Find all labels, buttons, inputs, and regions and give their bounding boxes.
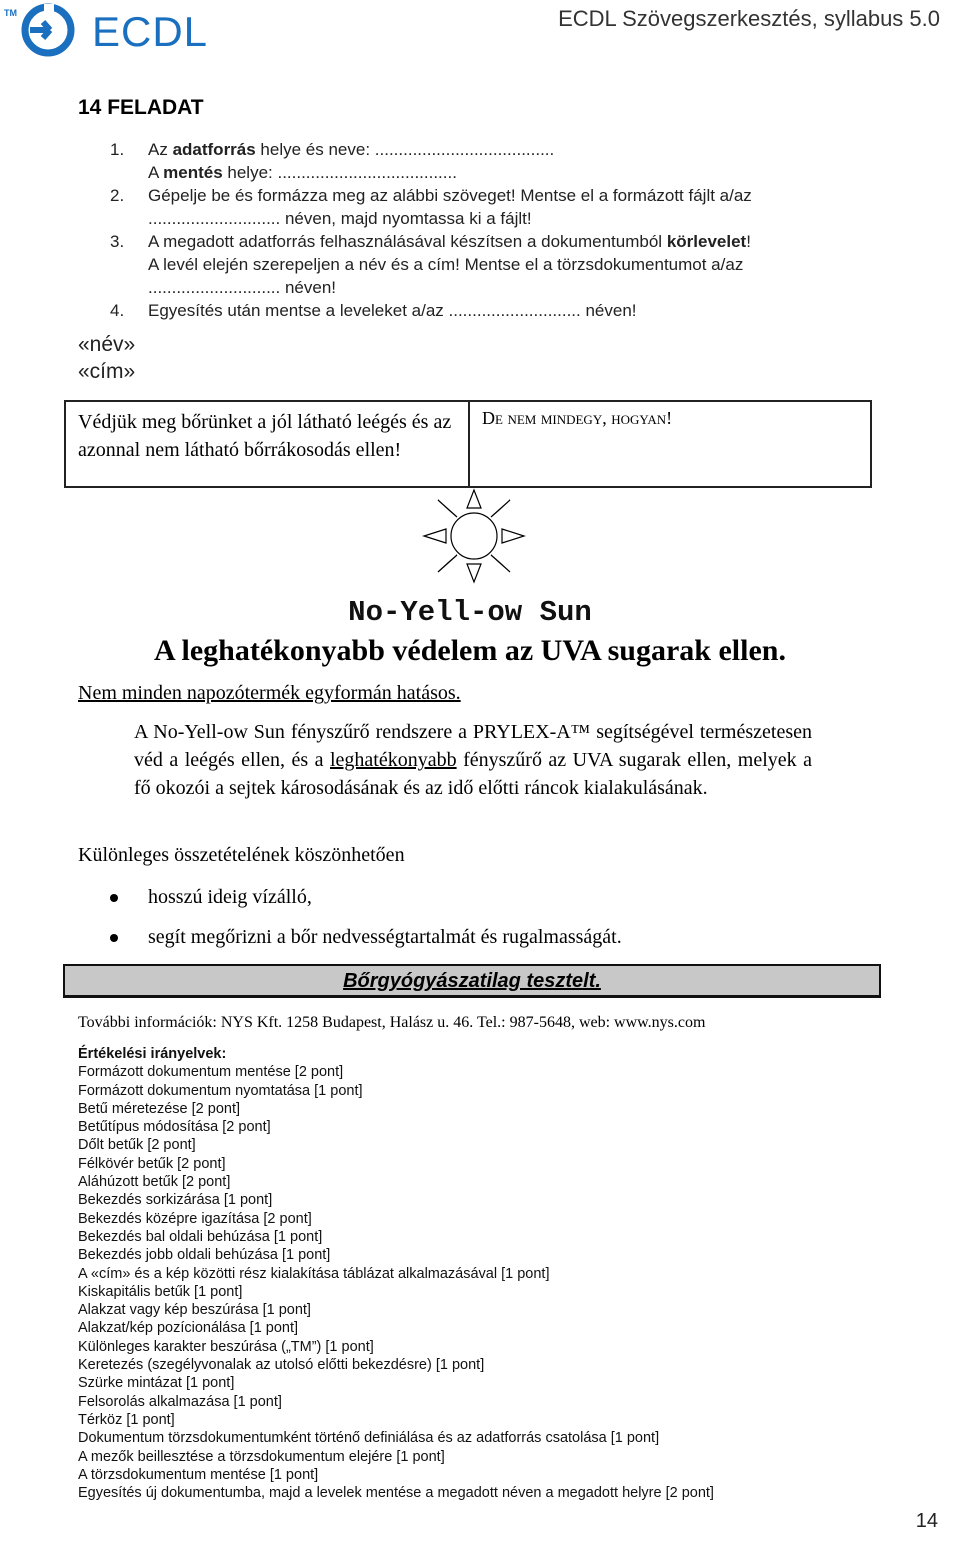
evaluation-heading: Értékelési irányelvek:	[78, 1046, 227, 1062]
task-item: 2. Gépelje be és formázza meg az alábbi szöveget! Mentse el a formázott fájlt a/az	[110, 186, 752, 205]
list-item: A törzsdokumentum mentése [1 pont]	[78, 1466, 319, 1483]
list-item: Betű méretezése [2 pont]	[78, 1100, 241, 1117]
tested-text: Bőrgyógyászatilag tesztelt.	[343, 970, 601, 992]
slogan-right-cell: De nem mindegy, hogyan!	[469, 401, 871, 487]
page-number: 14	[915, 1510, 938, 1532]
task-item: 1. Az adatforrás helye és neve: ......................................	[110, 140, 555, 159]
list-item: Bekezdés bal oldali behúzása [1 pont]	[78, 1228, 323, 1245]
task-title: 14 FELADAT	[78, 96, 204, 119]
list-item: Aláhúzott betűk [2 pont]	[78, 1174, 231, 1191]
list-item: Különleges karakter beszúrása („TM”) [1 pont]	[78, 1338, 374, 1355]
sun-icon	[418, 486, 530, 586]
list-item: Egyesítés új dokumentumba, majd a levelek mentése a megadott néven a megadott helyre [2 pont]	[78, 1485, 714, 1502]
description-paragraph: A No-Yell-ow Sun fényszűrő rendszere a PRYLEX-A™ segítségével természetesen véd a leégés ellen, és a leghatékonyabb fényszűrő az UVA sugarak ellen, melyek a fő okozói a sejtek károsodásának és az idő előtti ráncok kialakulásának.	[134, 721, 812, 799]
claim-text: Nem minden napozótermék egyformán hatásos.	[78, 682, 461, 704]
slogan-left-cell: Védjük meg bőrünket a jól látható leégés és az azonnal nem látható bőrrákosodás ellen!	[65, 401, 469, 487]
product-name: No-Yell-ow Sun	[348, 596, 592, 629]
task-item: 4. Egyesítés után mentse a leveleket a/az ............................ néven!	[110, 301, 637, 320]
list-item: Bekezdés jobb oldali behúzása [1 pont]	[78, 1247, 331, 1264]
list-item: Bekezdés sorkizárása [1 pont]	[78, 1192, 273, 1209]
list-item: Dokumentum törzsdokumentumként történő definiálása és az adatforrás csatolása [1 pont]	[78, 1430, 660, 1447]
list-item: Kiskapitális betűk [1 pont]	[78, 1283, 243, 1300]
benefits-list	[78, 882, 622, 962]
evaluation-criteria	[78, 1045, 714, 1502]
ecdl-logo	[0, 0, 210, 60]
list-item: Formázott dokumentum mentése [2 pont]	[78, 1064, 344, 1081]
bullet-icon	[110, 934, 118, 942]
list-item: A «cím» és a kép közötti rész kialakítása táblázat alkalmazásával [1 pont]	[78, 1265, 550, 1282]
task-item: A levél elején szerepeljen a név és a cím! Mentse el a törzsdokumentumot a/az	[148, 255, 744, 274]
merge-field-address: «cím»	[78, 360, 136, 383]
headline: A leghatékonyabb védelem az UVA sugarak ellen.	[154, 634, 786, 667]
list-item: A mezők beillesztése a törzsdokumentum elejére [1 pont]	[78, 1448, 445, 1465]
list-item: Félkövér betűk [2 pont]	[78, 1155, 226, 1172]
trademark-mark: TM	[4, 8, 17, 18]
list-item: Betűtípus módosítása [2 pont]	[78, 1119, 271, 1136]
list-item: Felsorolás alkalmazása [1 pont]	[78, 1393, 282, 1410]
benefits-intro: Különleges összetételének köszönhetően	[78, 844, 405, 866]
list-item: Keretezés (szegélyvonalak az utolsó előtti bekezdésre) [1 pont]	[78, 1357, 485, 1374]
task-item: ............................ néven, majd nyomtassa ki a fájlt!	[148, 209, 532, 228]
underlined-word: leghatékonyabb	[329, 749, 457, 771]
bullet-icon	[110, 894, 118, 902]
task-item: ............................ néven!	[148, 278, 337, 297]
slogan-table	[64, 400, 872, 488]
list-item: Alakzat/kép pozícionálása [1 pont]	[78, 1320, 299, 1337]
list-item: Térköz [1 pont]	[78, 1411, 175, 1428]
list-item: Dőlt betűk [2 pont]	[78, 1137, 196, 1154]
list-item: Bekezdés középre igazítása [2 pont]	[78, 1210, 312, 1227]
header-title: ECDL Szövegszerkesztés, syllabus 5.0	[558, 6, 940, 31]
logo-text: ECDL	[92, 8, 209, 55]
list-item: Formázott dokumentum nyomtatása [1 pont]	[78, 1082, 363, 1099]
contact-info: További információk: NYS Kft. 1258 Budapest, Halász u. 46. Tel.: 987-5648, web: www.nys.com	[78, 1014, 706, 1031]
list-item: Alakzat vagy kép beszúrása [1 pont]	[78, 1302, 311, 1319]
task-list	[110, 138, 890, 322]
list-item: hosszú ideig vízálló,	[78, 882, 622, 922]
tested-banner	[63, 964, 881, 998]
ecdl-logo-icon	[10, 2, 90, 58]
task-item: 3. A megadott adatforrás felhasználásával készítsen a dokumentumból körlevelet!	[110, 232, 751, 251]
task-item: A mentés helye: ......................................	[148, 163, 457, 182]
list-item: segít megőrizni a bőr nedvességtartalmát és rugalmasságát.	[78, 922, 622, 962]
merge-field-name: «név»	[78, 333, 136, 356]
list-item: Szürke mintázat [1 pont]	[78, 1375, 235, 1392]
